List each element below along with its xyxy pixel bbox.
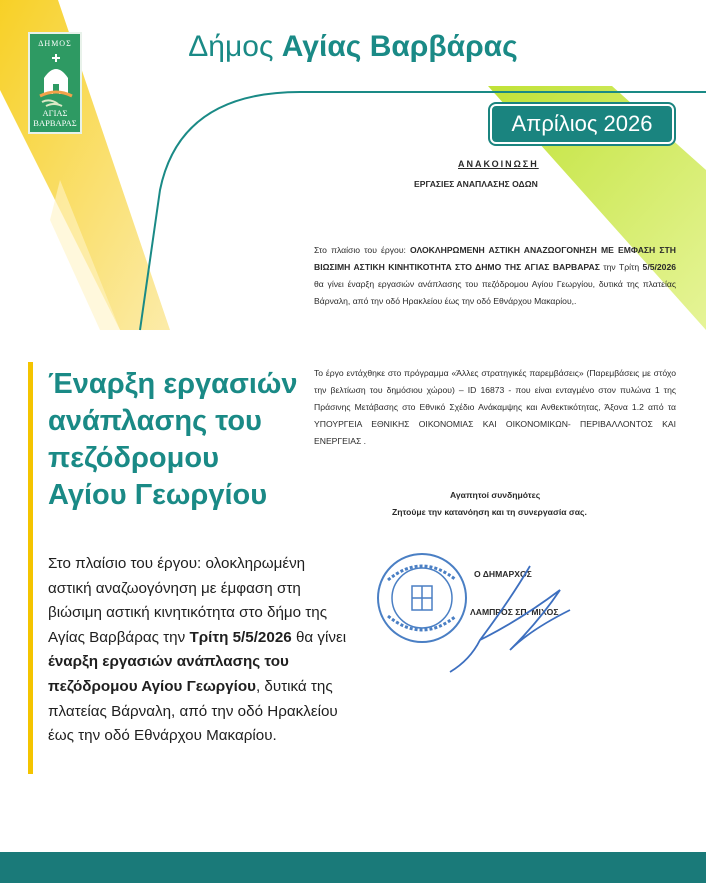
- document-paragraph-2: Το έργο εντάχθηκε στο πρόγραμμα «Άλλες στρατηγικές παρεμβάσεις» (Παρεμβάσεις με στόχο την βελτίωση του δημόσιου χώρου) – ID 16873 - που είναι ενταγμένο στον πυλώνα 1 της Πράσινης Μετάβασης στο Εθνικό Σχέδιο Ανάκαμψης και Ανθεκτικότητας, Άξονα 1.2 από τα ΥΠΟΥΡΓΕΙΑ ΕΘΝΙΚΗΣ ΟΙΚΟΝΟΜΙΑΣ ΚΑΙ ΟΙΚΟΝΟΜΙΚΩΝ- ΠΕΡΙΒΑΛΛΟΝΤΟΣ ΚΑΙ ΕΝΕΡΓΕΙΑΣ .: [314, 368, 676, 446]
- body-intro: Στο πλαίσιο του έργου: ολοκληρωμένη αστική αναζωογόνηση με έμφαση στη βιώσιμη αστική κινητικότητα στο δήμο της Αγίας Βαρβάρας την: [48, 555, 328, 646]
- site-title-bold: Αγίας Βαρβάρας: [281, 30, 518, 63]
- logo-bottom-line1: ΑΓΙΑΣ: [42, 108, 68, 118]
- logo-top-text: ΔΗΜΟΣ: [38, 39, 72, 48]
- doc-p1-date: 5/5/2026: [642, 262, 676, 272]
- headline-line-3: πεζόδρομου: [48, 442, 219, 474]
- footer-bar: [0, 852, 706, 883]
- headline-line-2: ανάπλασης του: [48, 405, 262, 437]
- body-date: Τρίτη 5/5/2026: [189, 628, 292, 646]
- doc-p1-day: την Τρίτη: [599, 262, 643, 272]
- doc-p1-rest: θα γίνει έναρξη εργασιών ανάπλασης του πεζόδρομου Αγίου Γεωργίου, δυτικά της πλατείας Βάρναλη, από την οδό Ηρακλείου έως την οδό Εθνάρχου Μακαρίου,.: [314, 279, 676, 306]
- headline: [48, 366, 308, 514]
- logo-bottom-text: [30, 108, 80, 128]
- headline-line-1: Έναρξη εργασιών: [48, 368, 298, 400]
- body-end: , δυτικά της πλατείας Βάρναλη, από την οδό Ηρακλείου έως την οδό Εθνάρχου Μακαρίου.: [48, 677, 338, 745]
- document-greeting: Αγαπητοί συνδημότες: [450, 490, 541, 500]
- body-works: έναρξη εργασιών ανάπλασης του πεζόδρομου Αγίου Γεωργίου: [48, 653, 289, 695]
- document-mayor-name: ΛΑΜΠΡΟΣ ΣΠ. ΜΙΧΟΣ: [470, 607, 559, 617]
- body-paragraph: [48, 552, 350, 749]
- headline-line-4: Αγίου Γεωργίου: [48, 479, 268, 511]
- site-title-light: Δήμος: [188, 30, 274, 63]
- date-badge: Απρίλιος 2026: [490, 104, 674, 144]
- document-request: Ζητούμε την κατανόηση και τη συνεργασία σας.: [392, 507, 587, 517]
- document-paragraph-1: [314, 242, 676, 310]
- doc-p1-intro: Στο πλαίσιο του έργου:: [314, 245, 411, 255]
- document-subject: ΕΡΓΑΣΙΕΣ ΑΝΑΠΛΑΣΗΣ ΟΔΩΝ: [414, 179, 538, 189]
- doc-p1-project: ΟΛΟΚΛΗΡΩΜΕΝΗ ΑΣΤΙΚΗ ΑΝΑΖΩΟΓΟΝΗΣΗ ΜΕ ΕΜΦΑΣΗ ΣΤΗ ΒΙΩΣΙΜΗ ΑΣΤΙΚΗ ΚΙΝΗΤΙΚΟΤΗΤΑ ΣΤΟ ΔΗΜΟ ΤΗΣ ΑΓΙΑΣ ΒΑΡΒΑΡΑΣ: [314, 245, 676, 272]
- body-mid: θα γίνει: [291, 628, 347, 646]
- signature-icon: [440, 560, 590, 680]
- document-mayor-title: Ο ΔΗΜΑΡΧΟΣ: [474, 569, 532, 579]
- site-title: [0, 30, 706, 64]
- logo-bottom-line2: ΒΑΡΒΑΡΑΣ: [33, 118, 77, 128]
- accent-bar: [28, 362, 33, 774]
- document-announcement: ΑΝΑΚΟΙΝΩΣΗ: [458, 159, 539, 169]
